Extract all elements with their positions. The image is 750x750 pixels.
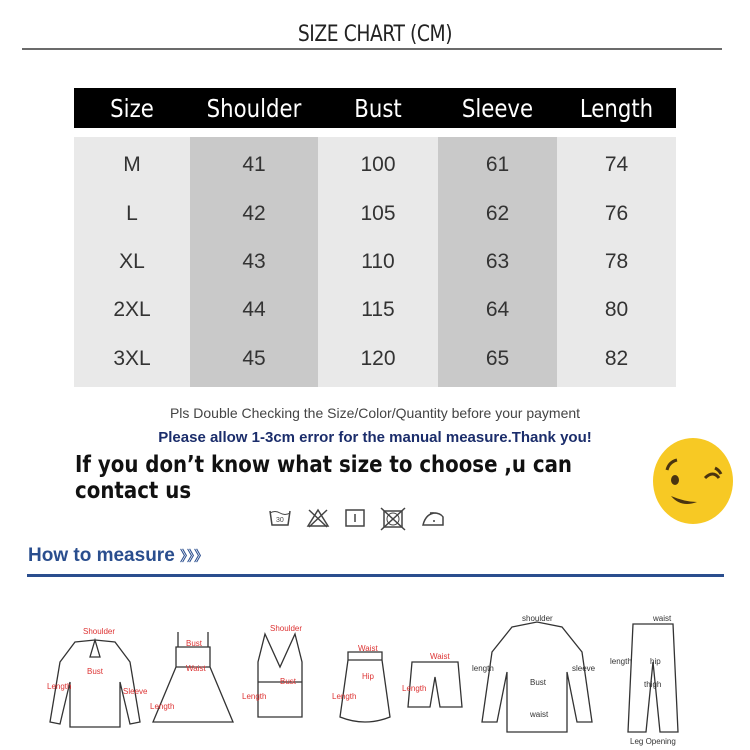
shirt-diagram [472, 612, 602, 742]
table-cell: 2XL [113, 298, 151, 322]
tank-top-icon [240, 622, 330, 750]
measure-label: Length [150, 702, 175, 711]
check-note: Pls Double Checking the Size/Color/Quantity before your payment [169, 405, 581, 421]
iron-low-icon [420, 507, 446, 529]
table-cell: 44 [242, 298, 266, 322]
no-dry-clean-icon [380, 507, 406, 531]
table-cell: 63 [485, 249, 510, 273]
how-to-measure-heading [28, 545, 208, 567]
measure-label: Length [242, 692, 267, 701]
measure-label: Waist [430, 652, 450, 661]
skirt-icon [330, 622, 400, 750]
measure-label: Bust [186, 639, 203, 648]
measure-label: Shoulder [270, 624, 303, 633]
measure-label: Length [332, 692, 357, 701]
table-cell: 115 [361, 298, 395, 322]
column-size [74, 137, 190, 387]
table-cell: 62 [485, 201, 510, 225]
measure-label: waist [530, 710, 549, 719]
skirt-diagram [330, 622, 400, 750]
dress-diagram [148, 622, 238, 750]
header-sleeve: Sleeve [461, 93, 534, 123]
column-sleeve [438, 137, 557, 387]
how-to-measure-label: How to measure [28, 545, 175, 566]
measure-label: waist [653, 614, 672, 623]
table-cell: 64 [485, 298, 510, 322]
pants-icon [608, 612, 688, 742]
table-header [74, 88, 676, 128]
measure-label: hip [650, 657, 661, 666]
measure-label: Length [47, 682, 72, 691]
table-cell: 42 [242, 201, 266, 225]
table-cell: 61 [485, 153, 510, 177]
measure-label: length [472, 664, 494, 673]
measure-label: shoulder [522, 614, 553, 623]
page-title: SIZE CHART (CM) [297, 22, 453, 47]
measure-label: Leg Opening [630, 737, 676, 746]
table-cell: 43 [242, 249, 266, 273]
chevrons-icon: 》》》 [180, 548, 209, 564]
table-body [74, 137, 676, 387]
shirt-icon [472, 612, 602, 742]
measure-label: Shoulder [83, 627, 116, 636]
measure-label: Waist [186, 664, 206, 673]
measure-label: Length [402, 684, 427, 693]
measure-label: thigh [644, 680, 662, 689]
column-length [557, 137, 676, 387]
title-divider [22, 48, 722, 50]
measure-label: Sleeve [123, 687, 148, 696]
header-shoulder: Shoulder [206, 93, 302, 123]
no-bleach-icon [306, 507, 330, 529]
tank-top-diagram [240, 622, 330, 750]
table-cell: 74 [604, 153, 629, 177]
measure-label: Bust [530, 678, 547, 687]
pants-diagram [608, 612, 688, 746]
shorts-diagram [400, 622, 470, 750]
measure-label: Bust [280, 677, 297, 686]
care-icons [268, 507, 446, 531]
tumble-dry-icon [344, 507, 366, 529]
header-bust: Bust [354, 93, 402, 123]
table-cell: 65 [485, 346, 510, 370]
table-cell: 80 [604, 298, 629, 322]
measure-divider [27, 574, 724, 577]
measure-label: sleeve [572, 664, 596, 673]
column-shoulder [190, 137, 318, 387]
table-cell: 82 [604, 346, 629, 370]
table-cell: 120 [360, 346, 396, 370]
header-size: Size [110, 93, 154, 123]
table-cell: 78 [604, 249, 629, 273]
wash-30-icon [268, 507, 292, 529]
table-cell: 76 [604, 201, 629, 225]
table-cell: 41 [242, 153, 266, 177]
table-cell: L [126, 201, 138, 225]
table-cell: XL [119, 249, 145, 273]
measure-label: Hip [362, 672, 375, 681]
column-bust [318, 137, 438, 387]
svg-text:30: 30 [276, 517, 284, 524]
measure-label: length [610, 657, 632, 666]
error-note: Please allow 1-3cm error for the manual measure.Thank you! [158, 429, 592, 446]
contact-note: If you don’t know what size to choose ,u can contact us [75, 452, 573, 504]
table-cell: M [123, 153, 141, 177]
wink-emoji-icon [653, 438, 733, 524]
size-table [74, 88, 676, 387]
measure-label: Bust [87, 667, 104, 676]
table-cell: 110 [361, 249, 395, 273]
blouse-diagram [45, 622, 148, 750]
header-length: Length [579, 93, 654, 123]
table-cell: 45 [242, 346, 266, 370]
table-cell: 105 [360, 201, 396, 225]
table-cell: 100 [360, 153, 396, 177]
table-cell: 3XL [113, 346, 151, 370]
measure-label: Waist [358, 644, 378, 653]
